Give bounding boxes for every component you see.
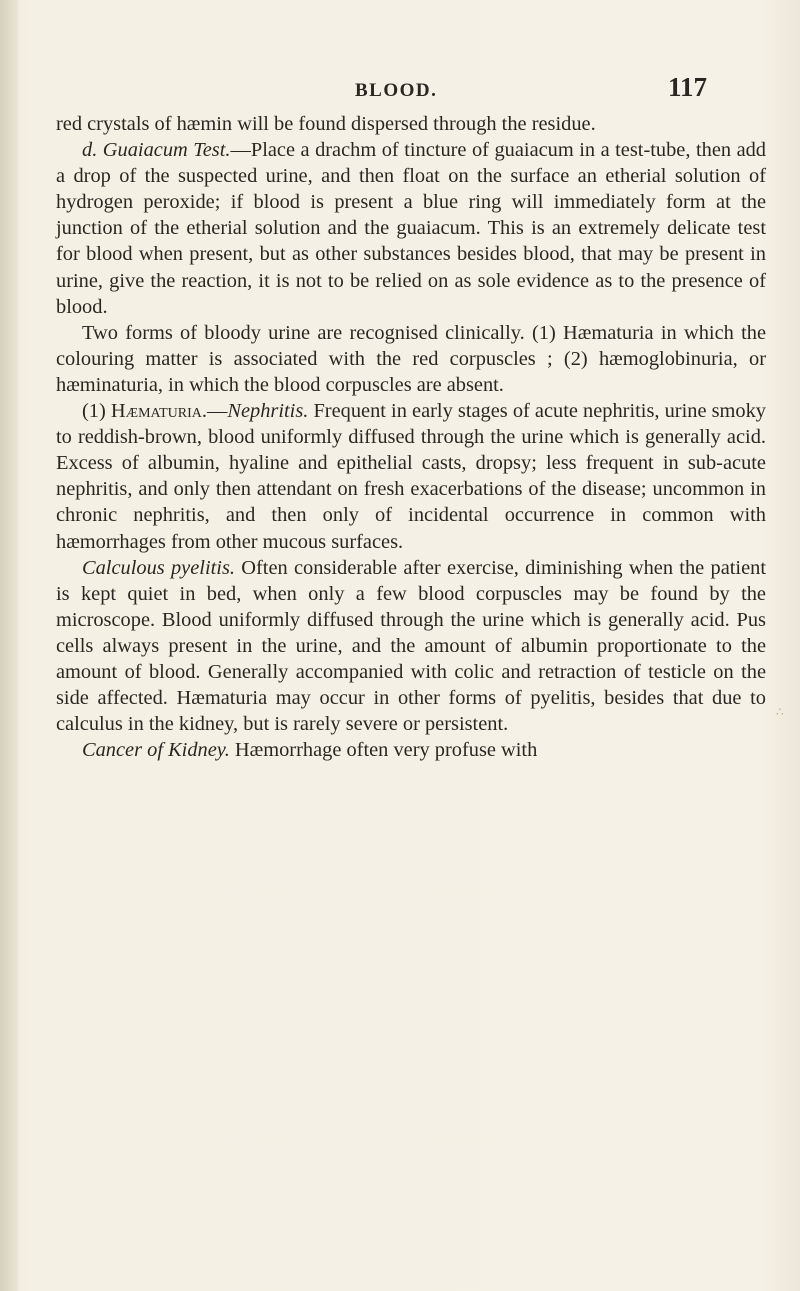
paragraph-text: —Place a drachm of tincture of guaiacum in a test-tube, then add a drop of the suspected urine, and then float on the surface an etherial solution of hydrogen peroxide; if blood is present a blue ring will immediately form at the junction of the etherial solution and the guaiacum. This is an extremely delicate test for blood when present, but as other substances besides blood, that may be present in urine, give the reaction, it is not to be relied on as sole evidence as to the presence of blood. [56,139,767,318]
paragraph-label: Nephritis. [227,400,309,423]
page-number: 117 [668,72,708,102]
paragraph-text: Hæmorrhage often very profuse with [234,739,538,762]
paragraph-guaiacum-test [56,137,766,320]
page-gutter-shadow [0,0,18,1291]
paragraph-label: Calculous pyelitis. [82,556,235,579]
margin-specks: ∴ [776,705,784,719]
paragraph-two-forms [56,320,766,398]
page-header [0,72,800,108]
paragraph-cancer-of-kidney [56,737,766,763]
paragraph-label: d. Guaiacum Test. [82,139,231,162]
paragraph-text: red crystals of hæmin will be found dispersed through the residue. [56,113,596,135]
paragraph-haematuria-nephritis: (1) Hæmaturia.—Nephritis. Frequent in early stages of acute nephritis, urine smoky to reddish-brown, blood uniformly diffused through the urine which is generally acid. Excess of albumin, hyaline and epithelial casts, dropsy; less frequent in sub-acute nephritis, and only then attendant on fresh exacerbations of the disease; uncommon in chronic nephritis, and then only of incidental occurrence in common with hæmorrhages from other mucous surfaces. [56,400,766,553]
paragraph-text: Two forms of bloody urine are recognised clinically. (1) Hæmaturia in which the colouring matter is associated with the red corpuscles ; (2) hæmoglobinuria, or hæminaturia, in which the blood corpuscles are absent. [56,321,766,396]
section-heading: Hæmaturia [110,400,202,423]
section-number: (1) [82,400,106,423]
body-text [56,111,766,763]
paragraph-continuation [56,111,766,137]
paragraph-calculous-pyelitis [56,555,766,738]
running-head: BLOOD. [355,80,438,101]
paragraph-text: Frequent in early stages of acute nephritis, urine smoky to reddish-brown, blood uniformly diffused through the urine which is generally acid. Excess of albumin, hyaline and epithelial casts, dropsy; less frequent in sub-acute nephritis, and only then attendant on fresh exacerbations of the disease; uncommon in chronic nephritis, and then only of incidental occurrence in common with hæmorrhages from other mucous surfaces. [56,400,766,553]
paragraph-label: Cancer of Kidney. [82,739,230,762]
paragraph-text: Often considerable after exercise, diminishing when the patient is kept quiet in bed, when only a few blood corpuscles may be found by the microscope. Blood uniformly diffused through the urine which is generally acid. Pus cells always present in the urine, and the amount of albumin proportionate to the amount of blood. Generally accompanied with colic and retraction of testicle on the side affected. Hæmaturia may occur in other forms of pyelitis, besides that due to calculus in the kidney, but is rarely severe or persistent. [56,556,766,736]
